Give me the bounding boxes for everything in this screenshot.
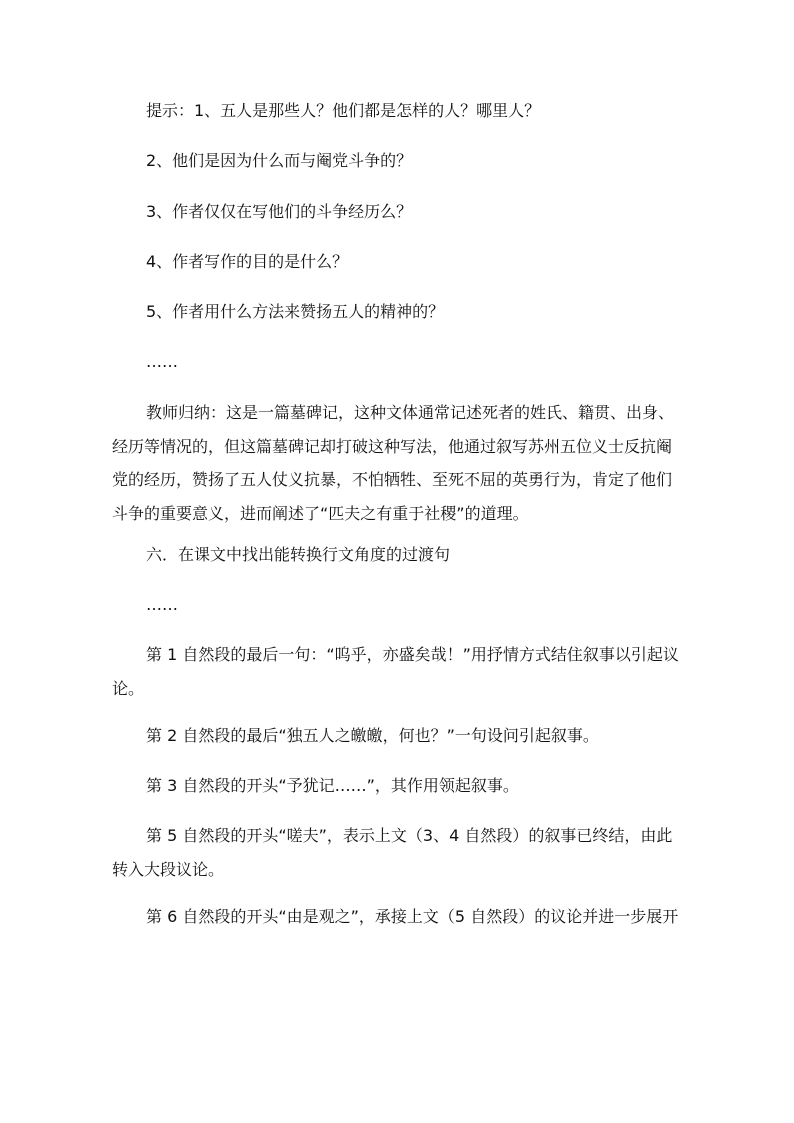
- transition-paragraph-1: 第 1 自然段的最后一句：“呜乎，亦盛矣哉！”用抒情方式结住叙事以引起议论。: [112, 645, 679, 698]
- hint-question-2: 2、他们是因为什么而与阉党斗争的？: [146, 151, 413, 170]
- transition-paragraph-2: 第 2 自然段的最后“独五人之皦皦，何也？”一句设问引起叙事。: [146, 726, 599, 745]
- transition-paragraph-6: 第 6 自然段的开头“由是观之”，承接上文（5 自然段）的议论并进一步展开: [146, 907, 679, 926]
- transition-paragraph-5: 第 5 自然段的开头“嗟夫”，表示上文（3、4 自然段）的叙事已终结，由此转入大段议论。: [112, 826, 673, 879]
- ellipsis-1: ……: [146, 352, 178, 371]
- transition-paragraph-3: 第 3 自然段的开头“予犹记……”，其作用领起叙事。: [146, 776, 519, 795]
- hint-question-3: 3、作者仅仅在写他们的斗争经历么？: [146, 202, 413, 221]
- teacher-summary: 教师归纳：这是一篇墓碑记，这种文体通常记述死者的姓氏、籍贯、出身、经历等情况的，但这篇墓碑记却打破这种写法，他通过叙写苏州五位义士反抗阉党的经历，赞扬了五人仗义抗暴，不怕牺牲、至死不屈的英勇行为，肯定了他们斗争的重要意义，进而阐述了“匹夫之有重于社稷”的道理。: [112, 403, 675, 523]
- ellipsis-2: ……: [146, 595, 178, 614]
- hint-question-4: 4、作者写作的目的是什么？: [146, 252, 349, 271]
- section-heading-six: 六．在课文中找出能转换行文角度的过渡句: [146, 545, 451, 564]
- hint-question-1: 提示：1、五人是那些人？他们都是怎样的人？哪里人？: [146, 101, 541, 120]
- hint-question-5: 5、作者用什么方法来赞扬五人的精神的？: [146, 302, 445, 321]
